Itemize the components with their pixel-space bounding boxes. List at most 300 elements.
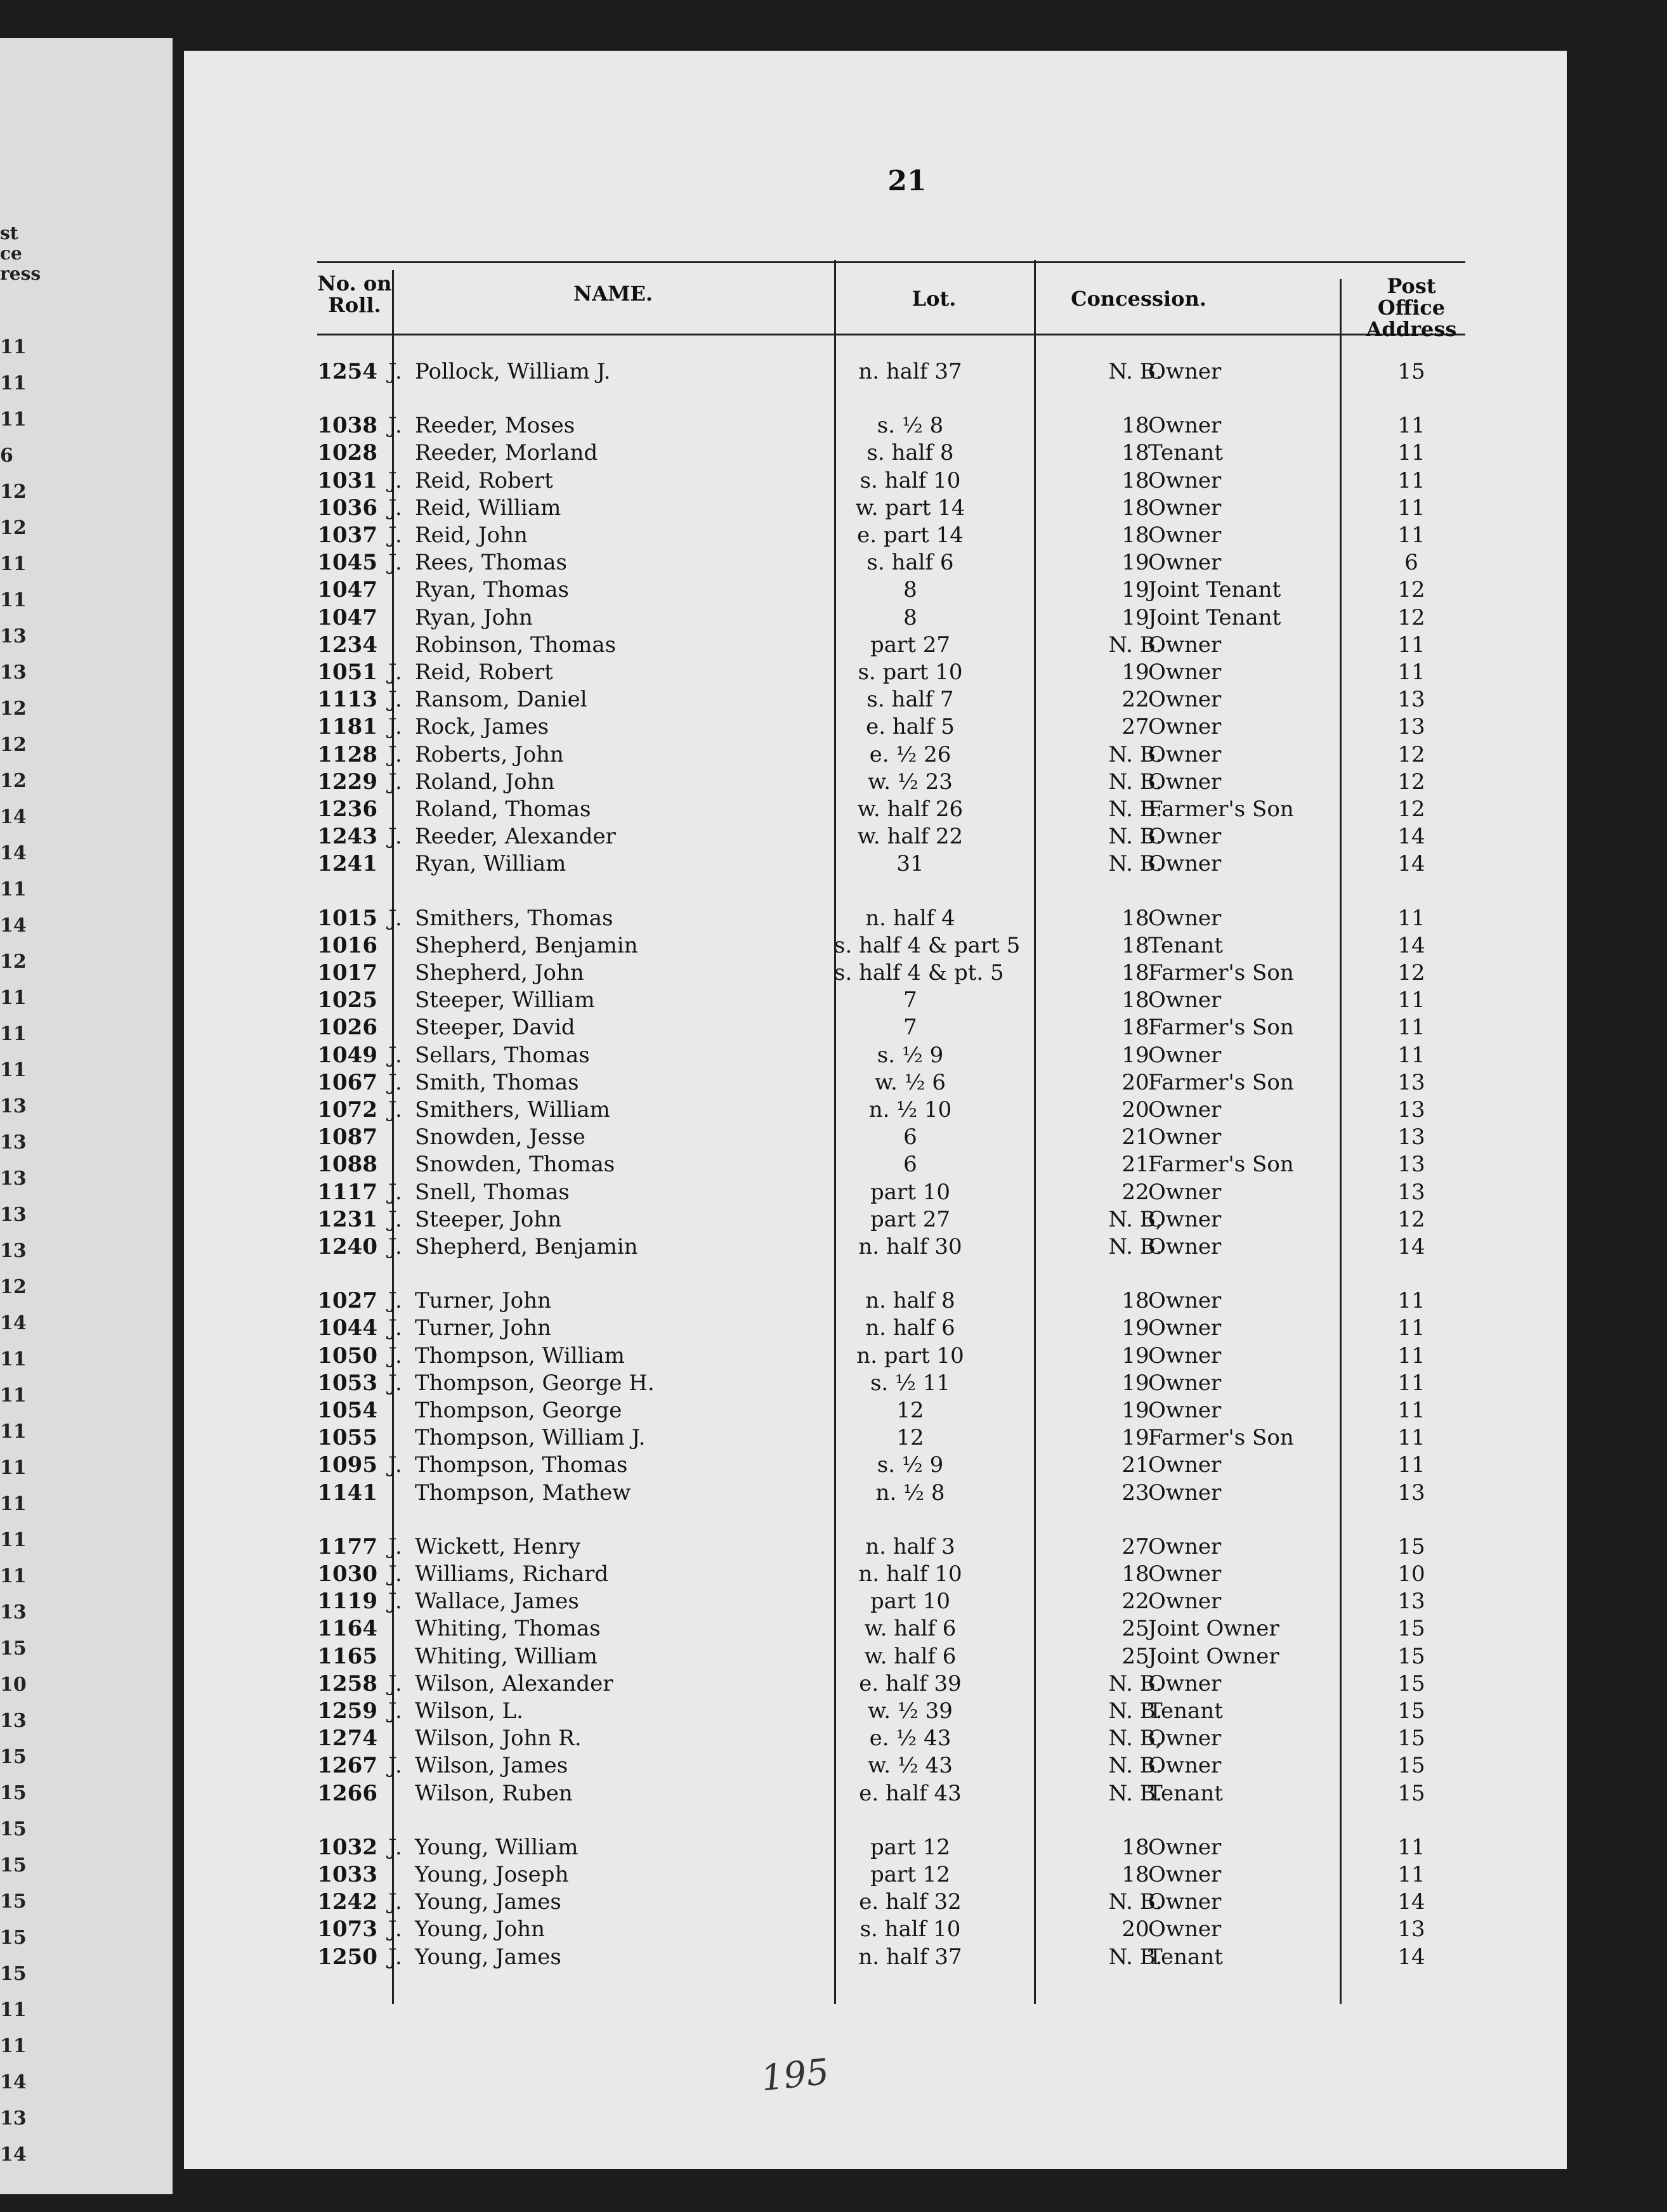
concession-cell: 18 [1121,1288,1149,1313]
juror-mark: J. [388,769,402,795]
left-page-number: 11 [0,1493,27,1515]
name-cell [388,769,705,795]
left-page-number: 13 [0,625,27,647]
roll-number: 1037 [317,523,377,548]
post-office-cell: 14 [1397,824,1425,849]
left-page-number: 11 [0,2035,27,2057]
name-cell [388,1398,705,1423]
juror-mark: J. [388,523,402,548]
lot-cell: s. ½ 11 [870,1370,951,1396]
status-cell: Owner [1148,987,1222,1013]
lot-cell: w. ½ 23 [868,769,953,795]
post-office-cell: 11 [1397,495,1425,521]
juror-mark: J. [388,714,402,739]
left-page-number: 14 [0,2071,27,2093]
juror-mark: J. [388,1534,402,1559]
table-row [317,1043,1465,1070]
lot-cell: w. half 22 [857,824,964,849]
post-office-cell: 13 [1397,1180,1425,1205]
table-row [317,1698,1465,1726]
table-row [317,1180,1465,1207]
voter-name: Rock, James [415,714,549,739]
table-row [317,1589,1465,1617]
voter-name: Robinson, Thomas [415,632,617,658]
concession-cell: 18 [1121,960,1149,986]
concession-cell: 18 [1121,1835,1149,1860]
status-cell: Owner [1148,1234,1222,1259]
post-office-cell: 11 [1397,906,1425,931]
left-page-number: 14 [0,806,27,828]
voter-name: Reeder, Alexander [415,824,616,849]
concession-cell: N. B. [1108,797,1163,822]
left-page-number: 11 [0,1457,27,1479]
table-row [317,1234,1465,1262]
table-row [317,550,1465,578]
voter-name: Thompson, Thomas [415,1452,628,1478]
voter-name: Steeper, John [415,1207,562,1232]
voter-name: Snowden, Jesse [415,1124,585,1150]
lot-cell: 7 [903,1015,917,1040]
post-office-cell: 12 [1397,605,1425,630]
left-header-line: ress [0,263,41,284]
concession-cell: 18 [1121,523,1149,548]
post-office-cell: 12 [1397,797,1425,822]
post-office-cell: 13 [1397,1589,1425,1614]
post-office-cell: 11 [1397,1425,1425,1450]
status-cell: Owner [1148,1180,1222,1205]
status-cell: Tenant [1148,440,1223,465]
juror-mark: J. [388,1370,402,1396]
table-row [317,605,1465,633]
post-office-cell: 11 [1397,1398,1425,1423]
status-cell: Joint Tenant [1148,605,1281,630]
lot-cell: part 10 [870,1589,951,1614]
roll-number: 1053 [317,1370,377,1396]
concession-cell: 19 [1121,1398,1149,1423]
left-page-number: 13 [0,1601,27,1623]
concession-cell: N. B. [1108,1781,1163,1806]
status-cell: Tenant [1148,933,1223,958]
post-office-cell: 15 [1397,359,1425,384]
concession-cell: 19 [1121,660,1149,685]
name-cell [388,1207,705,1232]
roll-number: 1250 [317,1944,377,1970]
status-cell: Owner [1148,495,1222,521]
left-page-number: 14 [0,842,27,864]
name-cell [388,824,705,849]
status-cell: Owner [1148,1097,1222,1122]
juror-mark: J. [388,1671,402,1696]
left-header-line: st [0,223,18,244]
status-cell: Owner [1148,714,1222,739]
roll-number: 1028 [317,440,377,465]
left-page-number: 11 [0,1348,27,1370]
table-row [317,851,1465,879]
concession-cell: 18 [1121,413,1149,438]
left-page-number: 11 [0,1529,27,1551]
header-line: Roll. [328,293,381,317]
table-row [317,1726,1465,1753]
name-cell [388,1698,705,1724]
name-cell [388,1944,705,1970]
voter-name: Steeper, William [415,987,595,1013]
left-page-number: 11 [0,878,27,901]
table-row [317,1070,1465,1098]
status-cell: Joint Owner [1148,1616,1279,1641]
juror-mark: J. [388,742,402,767]
table-row [317,1781,1465,1809]
juror-mark: J. [388,359,402,384]
name-cell [388,632,705,658]
concession-cell: 18 [1121,906,1149,931]
table-row [317,495,1465,523]
name-cell [388,523,705,548]
juror-mark: J. [388,660,402,685]
status-cell: Owner [1148,1889,1222,1915]
concession-cell: 18 [1121,1862,1149,1887]
roll-number: 1031 [317,468,377,493]
voter-name: Wilson, Ruben [415,1781,573,1806]
voter-name: Young, Joseph [415,1862,569,1887]
juror-mark: J. [388,1561,402,1587]
table-row [317,1398,1465,1426]
left-page-number: 15 [0,1746,27,1768]
concession-cell: 23 [1121,1480,1149,1506]
voter-name: Reid, Robert [415,468,553,493]
juror-mark: J. [388,1070,402,1095]
status-cell: Owner [1148,1835,1222,1860]
lot-cell: n. half 37 [858,1944,962,1970]
post-office-cell: 15 [1397,1698,1425,1724]
roll-number: 1242 [317,1889,377,1915]
register-page [184,51,1567,2169]
roll-number: 1088 [317,1152,377,1177]
name-cell [388,1070,705,1095]
name-cell [388,1288,705,1313]
left-page-number: 11 [0,408,27,431]
roll-number: 1049 [317,1043,377,1068]
left-page-number: 12 [0,1276,27,1298]
lot-cell: w. ½ 39 [868,1698,953,1724]
roll-number: 1259 [317,1698,377,1724]
name-cell [388,359,705,384]
table-row [317,1370,1465,1398]
name-cell [388,1480,705,1506]
lot-cell: 31 [896,851,924,876]
post-office-cell: 15 [1397,1726,1425,1751]
lot-cell: part 12 [870,1835,951,1860]
name-cell [388,1043,705,1068]
lot-cell: n. half 8 [865,1288,955,1313]
concession-cell: N. B. [1108,851,1163,876]
status-cell: Owner [1148,523,1222,548]
left-page-number: 14 [0,914,27,937]
roll-number: 1044 [317,1315,377,1341]
roll-number: 1128 [317,742,377,767]
concession-cell: 18 [1121,933,1149,958]
status-cell: Owner [1148,1589,1222,1614]
status-cell: Owner [1148,1207,1222,1232]
concession-cell: 27 [1121,1534,1149,1559]
lot-cell: n. ½ 10 [868,1097,952,1122]
table-row [317,1561,1465,1589]
roll-number: 1164 [317,1616,377,1641]
lot-cell: s. half 10 [860,468,961,493]
status-cell: Owner [1148,687,1222,712]
concession-cell: 20 [1121,1097,1149,1122]
lot-cell: e. ½ 26 [869,742,951,767]
juror-mark: J. [388,1234,402,1259]
juror-mark: J. [388,413,402,438]
roll-number: 1054 [317,1398,377,1423]
status-cell: Owner [1148,550,1222,575]
name-cell [388,1781,705,1806]
voter-name: Wilson, Alexander [415,1671,613,1696]
roll-number: 1017 [317,960,377,986]
lot-cell: e. part 14 [857,523,964,548]
concession-cell: 19 [1121,550,1149,575]
table-row [317,413,1465,441]
name-cell [388,1753,705,1778]
status-cell: Owner [1148,1043,1222,1068]
juror-mark: J. [388,1288,402,1313]
voter-name: Pollock, William J. [415,359,611,384]
left-page-number: 11 [0,589,27,611]
table-row [317,769,1465,797]
juror-mark: J. [388,1889,402,1915]
voter-name: Steeper, David [415,1015,575,1040]
status-cell: Owner [1148,851,1222,876]
voter-name: Rees, Thomas [415,550,567,575]
concession-cell: 21 [1121,1124,1149,1150]
left-page-number: 14 [0,2144,27,2166]
lot-cell: s. half 10 [860,1916,961,1942]
roll-number: 1015 [317,906,377,931]
post-office-cell: 15 [1397,1671,1425,1696]
post-office-cell: 15 [1397,1534,1425,1559]
name-cell [388,851,705,876]
voter-name: Thompson, George H. [415,1370,655,1396]
name-cell [388,1726,705,1751]
header-name: NAME. [573,282,653,306]
name-cell [388,1534,705,1559]
voter-name: Smithers, William [415,1097,610,1122]
roll-number: 1072 [317,1097,377,1122]
roll-number: 1165 [317,1644,377,1669]
header-line: Office [1377,296,1446,320]
voter-name: Whiting, Thomas [415,1616,601,1641]
voter-name: Wilson, James [415,1753,568,1778]
table-row [317,742,1465,770]
status-cell: Tenant [1148,1698,1223,1724]
post-office-cell: 11 [1397,1315,1425,1341]
status-cell: Owner [1148,1124,1222,1150]
name-cell [388,1644,705,1669]
concession-cell: 25 [1121,1644,1149,1669]
lot-cell: e. half 32 [859,1889,962,1915]
post-office-cell: 12 [1397,769,1425,795]
name-cell [388,714,705,739]
roll-number: 1032 [317,1835,377,1860]
table-row [317,1315,1465,1343]
left-page-number: 13 [0,1710,27,1732]
name-cell [388,960,705,986]
left-page-number: 15 [0,1890,27,1913]
left-page-number: 11 [0,372,27,394]
concession-cell: 19 [1121,1343,1149,1369]
roll-number: 1119 [317,1589,377,1614]
status-cell: Owner [1148,1753,1222,1778]
lot-cell: part 27 [870,632,951,658]
roll-number: 1030 [317,1561,377,1587]
juror-mark: J. [388,1180,402,1205]
table-row [317,1124,1465,1152]
header-lot: Lot. [912,287,957,311]
voter-name: Roland, Thomas [415,797,591,822]
post-office-cell: 11 [1397,413,1425,438]
voter-name: Wilson, L. [415,1698,523,1724]
name-cell [388,1315,705,1341]
concession-cell: 22 [1121,1589,1149,1614]
name-cell [388,1124,705,1150]
lot-cell: n. ½ 8 [875,1480,945,1506]
juror-mark: J. [388,550,402,575]
name-cell [388,1835,705,1860]
post-office-cell: 11 [1397,468,1425,493]
post-office-cell: 11 [1397,1015,1425,1040]
lot-cell: s. half 7 [866,687,954,712]
post-office-cell: 12 [1397,742,1425,767]
name-cell [388,495,705,521]
name-cell [388,1097,705,1122]
lot-cell: s. ½ 8 [877,413,944,438]
juror-mark: J. [388,1343,402,1369]
lot-cell: n. half 37 [858,359,962,384]
left-page-number: 13 [0,661,27,684]
name-cell [388,1589,705,1614]
roll-number: 1036 [317,495,377,521]
table-row [317,687,1465,715]
lot-cell: s. half 6 [866,550,954,575]
concession-cell: 18 [1121,440,1149,465]
lot-cell: part 10 [870,1180,951,1205]
name-cell [388,577,705,602]
roll-number: 1038 [317,413,377,438]
name-cell [388,1671,705,1696]
roll-number: 1240 [317,1234,377,1259]
juror-mark: J. [388,824,402,849]
status-cell: Owner [1148,660,1222,685]
juror-mark: J. [388,1944,402,1970]
table-row [317,1015,1465,1043]
left-page-number: 12 [0,517,27,539]
left-page-number: 11 [0,1999,27,2021]
post-office-cell: 11 [1397,1343,1425,1369]
header-line: Post [1387,274,1436,298]
roll-number: 1243 [317,824,377,849]
lot-cell: w. half 6 [864,1644,957,1669]
roll-number: 1087 [317,1124,377,1150]
status-cell: Owner [1148,413,1222,438]
lot-cell: s. part 10 [858,660,963,685]
roll-number: 1025 [317,987,377,1013]
concession-cell: N. B. [1108,632,1163,658]
name-cell [388,1561,705,1587]
table-row [317,1152,1465,1180]
left-page-number: 15 [0,1963,27,1985]
concession-cell: 27 [1121,714,1149,739]
post-office-cell: 14 [1397,851,1425,876]
name-cell [388,1916,705,1942]
juror-mark: J. [388,1452,402,1478]
voter-name: Thompson, William [415,1343,625,1369]
juror-mark: J. [388,468,402,493]
roll-number: 1016 [317,933,377,958]
voter-name: Shepherd, Benjamin [415,933,638,958]
status-cell: Owner [1148,632,1222,658]
lot-cell: 6 [903,1152,917,1177]
roll-number: 1026 [317,1015,377,1040]
status-cell: Joint Tenant [1148,577,1281,602]
name-cell [388,797,705,822]
left-page-number: 11 [0,1023,27,1045]
juror-mark: J. [388,1916,402,1942]
status-cell: Joint Owner [1148,1644,1279,1669]
table-row [317,1288,1465,1316]
header-concession: Concession. [1071,287,1206,311]
roll-number: 1141 [317,1480,377,1506]
table-row [317,797,1465,824]
lot-cell: 7 [903,987,917,1013]
voter-name: Smithers, Thomas [415,906,613,931]
status-cell: Owner [1148,1862,1222,1887]
concession-cell: N. B. [1108,1698,1163,1724]
concession-cell: 19 [1121,1370,1149,1396]
lot-cell: e. ½ 43 [869,1726,951,1751]
post-office-cell: 10 [1397,1561,1425,1587]
status-cell: Owner [1148,1370,1222,1396]
table-row [317,660,1465,687]
concession-cell: N. B. [1108,769,1163,795]
post-office-cell: 12 [1397,1207,1425,1232]
concession-cell: N. B. [1108,1944,1163,1970]
name-cell [388,1152,705,1177]
table-row [317,1916,1465,1944]
roll-number: 1033 [317,1862,377,1887]
voter-name: Ryan, John [415,605,533,630]
status-cell: Owner [1148,468,1222,493]
status-cell: Owner [1148,769,1222,795]
table-row [317,933,1465,961]
concession-cell: N. B, [1108,1207,1163,1232]
name-cell [388,1343,705,1369]
concession-cell: N. B, [1108,1726,1163,1751]
lot-cell: s. half 4 & pt. 5 [834,960,1004,986]
table-row [317,1753,1465,1781]
voter-name: Thompson, George [415,1398,622,1423]
concession-cell: N. B. [1108,359,1163,384]
concession-cell: 18 [1121,987,1149,1013]
status-cell: Tenant [1148,1781,1223,1806]
voter-name: Reeder, Moses [415,413,575,438]
lot-cell: e. half 39 [859,1671,962,1696]
concession-cell: 19 [1121,1315,1149,1341]
concession-cell: 22 [1121,1180,1149,1205]
concession-cell: N. B. [1108,1234,1163,1259]
voter-name: Snowden, Thomas [415,1152,615,1177]
roll-number: 1236 [317,797,377,822]
concession-cell: 19 [1121,1043,1149,1068]
